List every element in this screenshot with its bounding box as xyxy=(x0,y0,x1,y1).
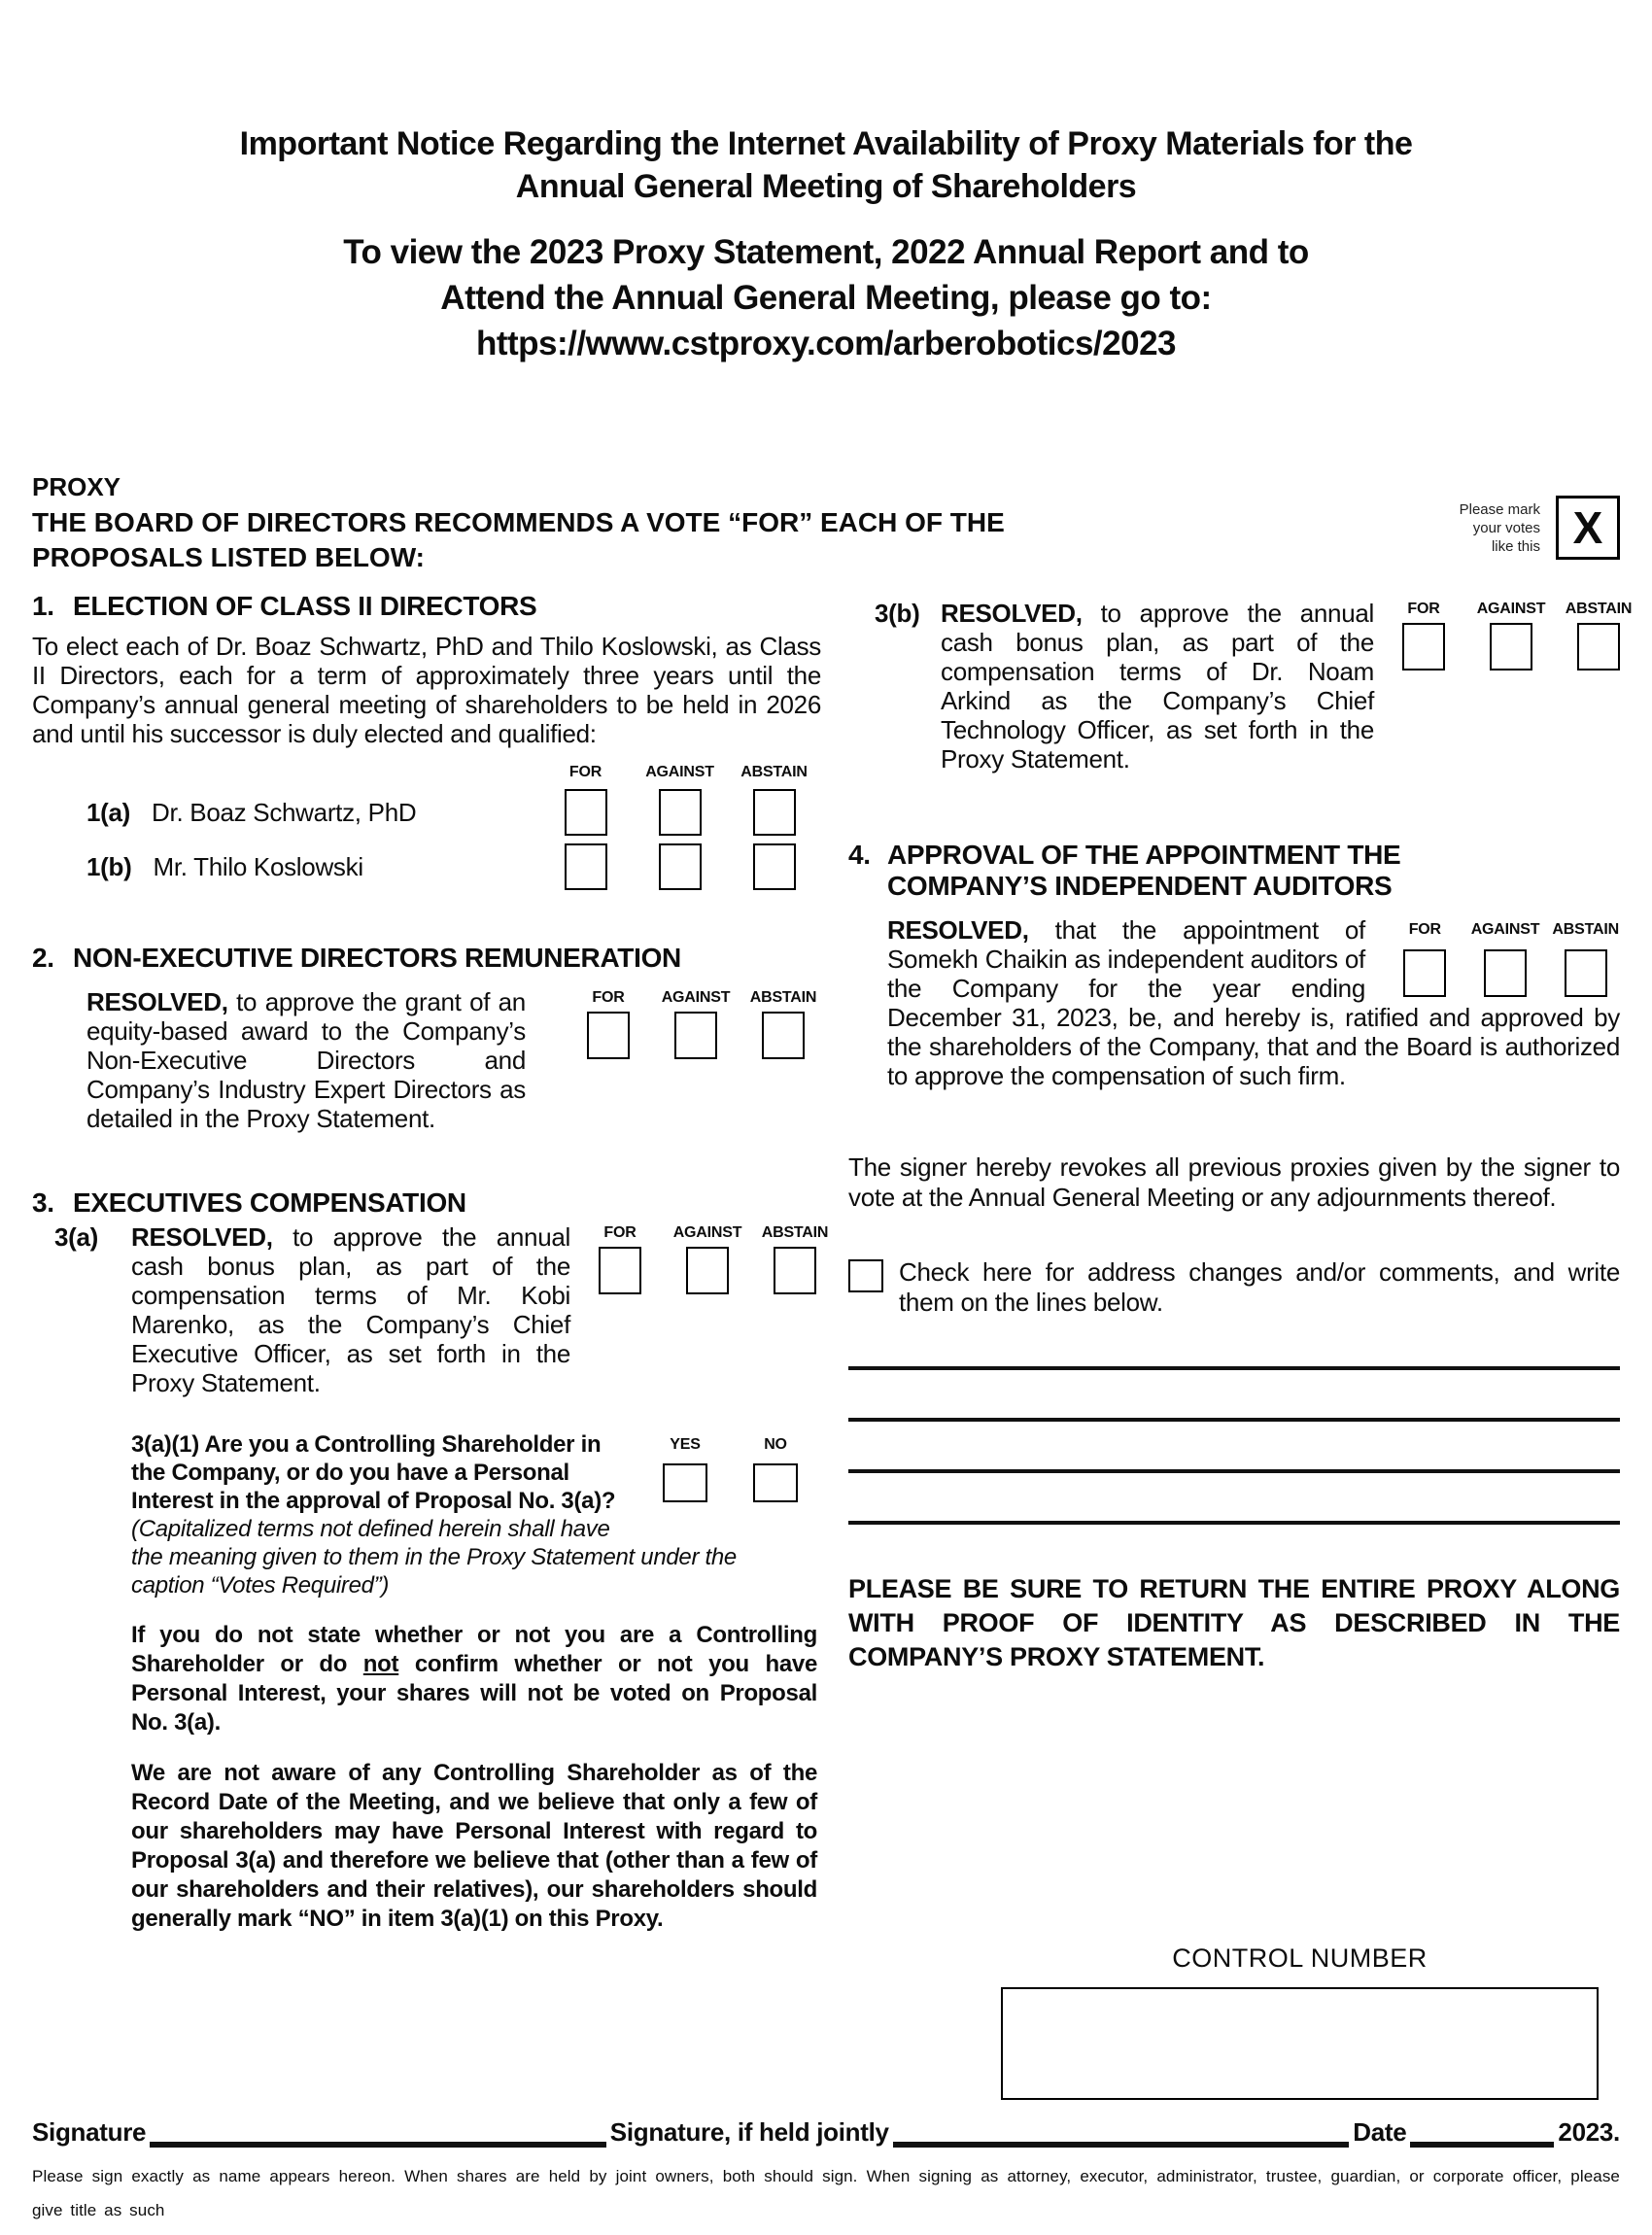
section2-body: to approve the grant of an equity-based award to the Company’s Non-Executive Directors and Company’s Industry Expert Directors as detailed in the Proxy Statement. xyxy=(86,987,526,1133)
section2-lead: RESOLVED, xyxy=(86,987,228,1016)
for-label: FOR xyxy=(603,1224,637,1241)
checkbox-1b-abstain[interactable] xyxy=(753,843,796,890)
section3b-lead: RESOLVED, xyxy=(941,599,1083,628)
against-label: AGAINST xyxy=(1470,921,1540,938)
section3a-lead: RESOLVED, xyxy=(131,1222,273,1252)
checkbox-1b-against[interactable] xyxy=(659,843,702,890)
mark-note-line1: Please mark xyxy=(1459,500,1540,518)
section4-heading xyxy=(848,840,1620,902)
section1-title: ELECTION OF CLASS II DIRECTORS xyxy=(73,591,537,621)
no-label: NO xyxy=(764,1436,787,1453)
signature-line[interactable] xyxy=(150,2116,606,2148)
yes-label: YES xyxy=(670,1436,701,1453)
for-label: FOR xyxy=(1407,601,1440,617)
checkbox-1b-for[interactable] xyxy=(565,843,607,890)
mark-example-box xyxy=(1556,496,1620,560)
section2-title: NON-EXECUTIVE DIRECTORS REMUNERATION xyxy=(73,943,681,973)
section2-vote-boxes xyxy=(559,987,821,1133)
section4-number: 4. xyxy=(848,840,871,870)
proxy-header-row xyxy=(32,472,1620,575)
section3-number: 3. xyxy=(32,1187,54,1218)
checkbox-1a-abstain[interactable] xyxy=(753,789,796,836)
signature-row xyxy=(32,2116,1620,2148)
yes-no-boxes xyxy=(633,1430,813,1524)
nominee-1a-name: Dr. Boaz Schwartz, PhD xyxy=(152,797,417,827)
address-change-label: Check here for address changes and/or comments, and write them on the lines below. xyxy=(899,1257,1620,1317)
checkbox-3b-abstain[interactable] xyxy=(1577,623,1620,670)
against-label: AGAINST xyxy=(1476,601,1546,617)
section3b-resolution xyxy=(848,599,1633,774)
comment-line-1[interactable] xyxy=(848,1366,1620,1370)
joint-signature-label: Signature, if held jointly xyxy=(609,2117,889,2147)
no-statement-warning xyxy=(131,1621,817,1737)
checkbox-2-against[interactable] xyxy=(674,1012,717,1059)
left-column xyxy=(32,591,829,1934)
signature-label: Signature xyxy=(32,2117,147,2147)
section1-number: 1. xyxy=(32,591,54,621)
right-column xyxy=(848,591,1633,1934)
checkbox-1a-against[interactable] xyxy=(659,789,702,836)
view-instructions-line1: To view the 2023 Proxy Statement, 2022 Annual Report and to xyxy=(343,233,1309,271)
section3-title: EXECUTIVES COMPENSATION xyxy=(73,1187,466,1218)
section4-lead: RESOLVED, xyxy=(887,915,1029,945)
warning-text-post: confirm whether or not you have Personal Interest, your shares will not be voted on Proposal No. 3(a). xyxy=(131,1651,817,1736)
for-column-header: FOR xyxy=(568,764,602,780)
section2-heading xyxy=(32,943,821,974)
section4-vote-boxes xyxy=(1379,915,1620,997)
abstain-label: ABSTAIN xyxy=(1552,921,1619,938)
section3b-id: 3(b) xyxy=(875,599,920,628)
joint-signature-line[interactable] xyxy=(893,2116,1350,2148)
proxy-label: PROXY xyxy=(32,472,121,501)
control-number-label: CONTROL NUMBER xyxy=(1172,1943,1428,1973)
section4-title: APPROVAL OF THE APPOINTMENT THE COMPANY’S INDEPENDENT AUDITORS xyxy=(887,840,1401,901)
checkbox-3b-for[interactable] xyxy=(1402,623,1445,670)
checkbox-1a-for[interactable] xyxy=(565,789,607,836)
warning-underlined-not: not xyxy=(362,1651,399,1677)
for-label: FOR xyxy=(1408,921,1441,938)
for-label: FOR xyxy=(592,989,625,1006)
mark-note-line3: like this xyxy=(1491,537,1540,555)
awareness-statement: We are not aware of any Controlling Shareholder as of the Record Date of the Meeting, and we believe that only a few of our shareholders may have Personal Interest with regard to Proposal 3(a) and therefore we believe that (other than a few of our shareholders and their relatives), our shareholders should generally mark “NO” in item 3(a)(1) on this Proxy. xyxy=(131,1760,817,1932)
section4-body: that the appointment of Somekh Chaikin as independent auditors of the Company for the year ending December 31, 2023, be, and hereby is, ratified and approved by the shareholders of the Company, that and the Board is authorized to approve the compensation of such firm. xyxy=(887,915,1620,1090)
signing-instructions: Please sign exactly as name appears hereon. When shares are held by joint owners, both should sign. When signing as attorney, executor, administrator, trustee, guardian, or corporate officer, please give title as such xyxy=(32,2167,1620,2219)
section3a-id: 3(a) xyxy=(54,1222,99,1252)
warning-text-pre: If you do not state whether or not you are a Controlling Shareholder or do xyxy=(131,1622,817,1677)
question-bold-text: 3(a)(1) Are you a Controlling Shareholder in the Company, or do you have a Personal Interest in the approval of Proposal No. 3(a)? xyxy=(131,1431,616,1514)
abstain-column-header: ABSTAIN xyxy=(740,764,808,780)
checkbox-3a1-yes[interactable] xyxy=(663,1463,707,1502)
abstain-label: ABSTAIN xyxy=(749,989,817,1006)
two-column-body xyxy=(32,591,1633,1934)
year-text: 2023. xyxy=(1558,2117,1620,2147)
board-recommendation: THE BOARD OF DIRECTORS RECOMMENDS A VOTE “FOR” EACH OF THE PROPOSALS LISTED BELOW: xyxy=(32,507,1005,572)
page-header xyxy=(0,122,1652,366)
section3b-vote-boxes xyxy=(1374,599,1636,774)
section3a-body: to approve the annual cash bonus plan, as part of the compensation terms of Mr. Kobi Marenko, as the Company’s Chief Executive Officer, as set forth in the Proxy Statement. xyxy=(131,1222,570,1397)
abstain-label: ABSTAIN xyxy=(761,1224,829,1241)
mark-votes-note xyxy=(1460,500,1540,556)
return-proxy-notice: PLEASE BE SURE TO RETURN THE ENTIRE PROXY ALONG WITH PROOF OF IDENTITY AS DESCRIBED IN THE COMPANY’S PROXY STATEMENT. xyxy=(848,1574,1620,1671)
checkbox-4-for[interactable] xyxy=(1403,949,1446,997)
nominee-1b-id: 1(b) xyxy=(86,851,132,881)
control-number-block xyxy=(1001,1943,1599,2100)
view-instructions-line2: Attend the Annual General Meeting, please go to: xyxy=(440,279,1212,317)
mark-example-x: X xyxy=(1572,502,1603,553)
section3-heading xyxy=(32,1187,821,1219)
section2-resolution xyxy=(32,987,821,1133)
abstain-label: ABSTAIN xyxy=(1565,601,1633,617)
checkbox-3a-against[interactable] xyxy=(686,1247,729,1294)
date-label: Date xyxy=(1353,2117,1407,2147)
section1-heading xyxy=(32,591,821,622)
nominee-row-1a xyxy=(32,789,821,836)
proxy-materials-url: https://www.cstproxy.com/arberobotics/2023 xyxy=(475,325,1177,362)
notice-title-line1: Important Notice Regarding the Internet Availability of Proxy Materials for the xyxy=(239,125,1413,162)
comment-lines xyxy=(848,1366,1620,1525)
section2-number: 2. xyxy=(32,943,54,973)
question-italic-text: (Capitalized terms not defined herein shall have the meaning given to them in the Proxy Statement under the caption “Votes Required”) xyxy=(131,1516,737,1599)
nominee-1b-name: Mr. Thilo Koslowski xyxy=(153,851,363,881)
directors-vote-grid xyxy=(32,764,821,890)
nominee-1a-id: 1(a) xyxy=(86,797,131,827)
nominee-row-1b xyxy=(32,843,821,890)
date-line[interactable] xyxy=(1410,2116,1554,2148)
checkbox-address-change[interactable] xyxy=(848,1259,883,1292)
address-change-row xyxy=(848,1257,1620,1318)
checkbox-2-abstain[interactable] xyxy=(762,1012,805,1059)
checkbox-2-for[interactable] xyxy=(587,1012,630,1059)
notice-title-line2: Annual General Meeting of Shareholders xyxy=(515,168,1137,205)
control-number-box xyxy=(1001,1987,1599,2100)
section1-body: To elect each of Dr. Boaz Schwartz, PhD and Thilo Koslowski, as Class II Directors, each for a term of approximately three years until the Company’s annual general meeting of shareholders to be held in 2026 and until his successor is duly elected and qualified: xyxy=(32,632,821,748)
comment-line-2[interactable] xyxy=(848,1418,1620,1422)
against-label: AGAINST xyxy=(661,989,731,1006)
against-column-header: AGAINST xyxy=(645,764,714,780)
checkbox-3a1-no[interactable] xyxy=(753,1463,798,1502)
section3a-vote-boxes xyxy=(570,1222,833,1397)
section4-resolution xyxy=(887,915,1620,1090)
controlling-shareholder-question xyxy=(131,1430,813,1599)
checkbox-3a-abstain[interactable] xyxy=(774,1247,816,1294)
comment-line-4[interactable] xyxy=(848,1521,1620,1525)
checkbox-3b-against[interactable] xyxy=(1490,623,1532,670)
checkbox-4-against[interactable] xyxy=(1484,949,1527,997)
section3a-resolution xyxy=(32,1222,829,1397)
section3b-body: to approve the annual cash bonus plan, as part of the compensation terms of Dr. Noam Arkind as the Company’s Chief Technology Officer, as set forth in the Proxy Statement. xyxy=(941,599,1374,774)
comment-line-3[interactable] xyxy=(848,1469,1620,1473)
revocation-statement: The signer hereby revokes all previous proxies given by the signer to vote at the Annual General Meeting or any adjournments thereof. xyxy=(848,1152,1620,1212)
mark-note-line2: your votes xyxy=(1472,519,1540,536)
checkbox-3a-for[interactable] xyxy=(599,1247,641,1294)
against-label: AGAINST xyxy=(672,1224,742,1241)
checkbox-4-abstain[interactable] xyxy=(1565,949,1607,997)
